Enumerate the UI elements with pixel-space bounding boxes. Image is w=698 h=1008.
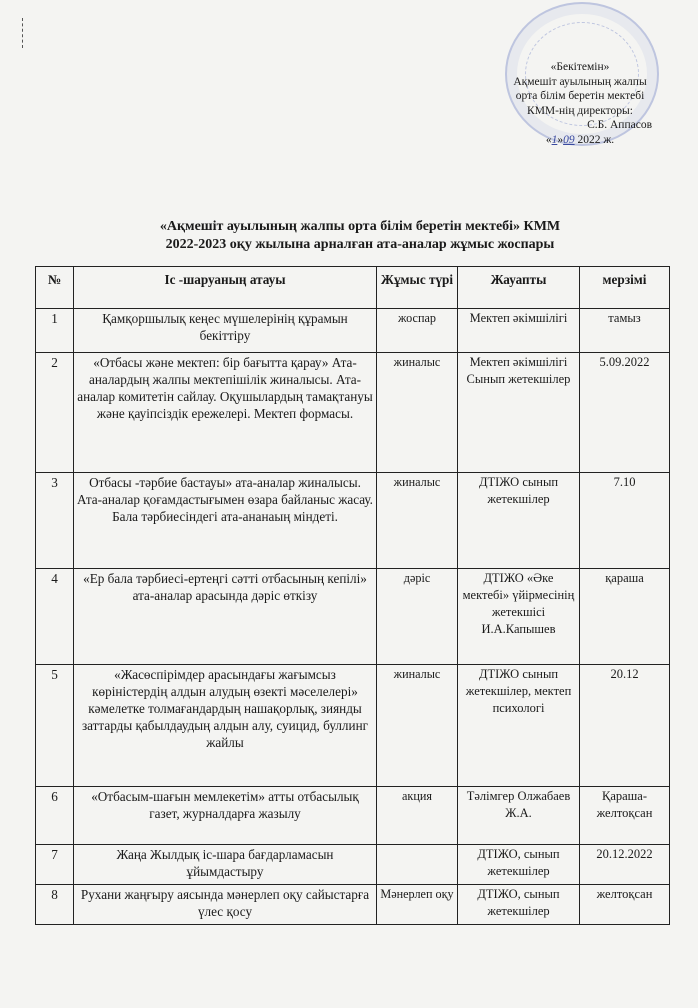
row-deadline: Қараша-желтоқсан [580,787,670,845]
row-activity: «Отбасым-шағын мемлекетім» атты отбасылық газет, журналдарға жазылу [74,787,377,845]
row-number: 1 [36,309,74,353]
row-number: 2 [36,353,74,473]
row-work-type: жиналыс [377,353,458,473]
approval-date: «1»09 2022 ж. [545,133,615,146]
header-activity: Іс -шаруаның атауы [74,267,377,309]
date-month: 09 [563,133,575,146]
row-number: 6 [36,787,74,845]
row-responsible: Тәлімгер Олжабаев Ж.А. [458,787,580,845]
row-responsible: Мектеп әкімшілігі [458,309,580,353]
row-responsible: ДТІЖО сынып жетекшілер [458,473,580,569]
table-row [36,787,670,845]
row-responsible: Мектеп әкімшілігі Сынып жетекшілер [458,353,580,473]
row-activity: Рухани жаңғыру аясында мәнерлеп оқу сайыстарға үлес қосу [74,885,377,925]
row-work-type: жиналыс [377,665,458,787]
parents-work-plan-table [35,266,670,925]
row-number: 7 [36,845,74,885]
row-work-type: акция [377,787,458,845]
approval-line-3: орта білім беретін мектебі [515,90,645,102]
row-deadline: 20.12.2022 [580,845,670,885]
approval-block [480,60,680,147]
page-edge-mark [22,18,35,48]
table-row [36,885,670,925]
header-work-type: Жұмыс түрі [377,267,458,309]
row-work-type: дәріс [377,569,458,665]
row-deadline: желтоқсан [580,885,670,925]
director-signature: С.Б. Аппасов [587,119,652,131]
row-deadline: 5.09.2022 [580,353,670,473]
row-deadline: 7.10 [580,473,670,569]
row-deadline: тамыз [580,309,670,353]
row-responsible: ДТІЖО, сынып жетекшілер [458,885,580,925]
row-work-type [377,845,458,885]
row-activity: Отбасы -тәрбие бастауы» ата-аналар жиналысы. Ата-аналар қоғамдастығымен өзара байланыс жасау. Бала тәрбиесіндегі ата-ананаың міндеті. [74,473,377,569]
title-line-1: «Ақмешіт ауылының жалпы орта білім беретін мектебі» КММ [159,219,561,234]
row-activity: Қамқоршылық кеңес мүшелерінің құрамын бекіттіру [74,309,377,353]
approval-line-4: КММ-нің директоры: [527,104,633,117]
row-activity: «Отбасы және мектеп: бір бағытта қарау» Ата-аналардың жалпы мектепішілік жиналысы. Ата-аналар комитетін сайлау. Оқушылардың тамақтануы және қауіпсіздік ережелері. Мектеп формасы. [74,353,377,473]
row-activity: «Ер бала тәрбиесі-ертеңгі сәтті отбасының кепілі» ата-аналар арасында дәріс өткізу [74,569,377,665]
table-row [36,353,670,473]
row-work-type: Мәнерлеп оқу [377,885,458,925]
table-row [36,309,670,353]
document-title [60,218,660,254]
row-responsible: ДТІЖО, сынып жетекшілер [458,845,580,885]
table-row [36,473,670,569]
approval-line-2: Ақмешіт ауылының жалпы [513,75,647,88]
date-day: 1 [551,133,558,146]
title-line-2: 2022-2023 оқу жылына арналған ата-аналар жұмыс жоспары [165,237,555,252]
row-work-type: жиналыс [377,473,458,569]
row-number: 4 [36,569,74,665]
row-activity: Жаңа Жылдық іс-шара бағдарламасын ұйымдастыру [74,845,377,885]
header-deadline: мерзімі [580,267,670,309]
header-number: № [36,267,74,309]
row-responsible: ДТІЖО сынып жетекшілер, мектеп психологі [458,665,580,787]
row-responsible: ДТІЖО «Әке мектебі» үйірмесінің жетекшісі И.А.Капышев [458,569,580,665]
header-responsible: Жауапты [458,267,580,309]
table-row [36,665,670,787]
row-deadline: қараша [580,569,670,665]
row-number: 5 [36,665,74,787]
approval-line-1: «Бекітемін» [550,61,610,73]
row-work-type: жоспар [377,309,458,353]
row-number: 3 [36,473,74,569]
table-row [36,569,670,665]
table-header-row [36,267,670,309]
row-activity: «Жасөспірімдер арасындағы жағымсыз көріністердің алдын алудың өзекті мәселелері» кәмелетке толмағандардың нашақорлық, зиянды заттарды қабылдаудың алдын алу, суицид, буллинг жайлы [74,665,377,787]
table-row [36,845,670,885]
row-number: 8 [36,885,74,925]
row-deadline: 20.12 [580,665,670,787]
